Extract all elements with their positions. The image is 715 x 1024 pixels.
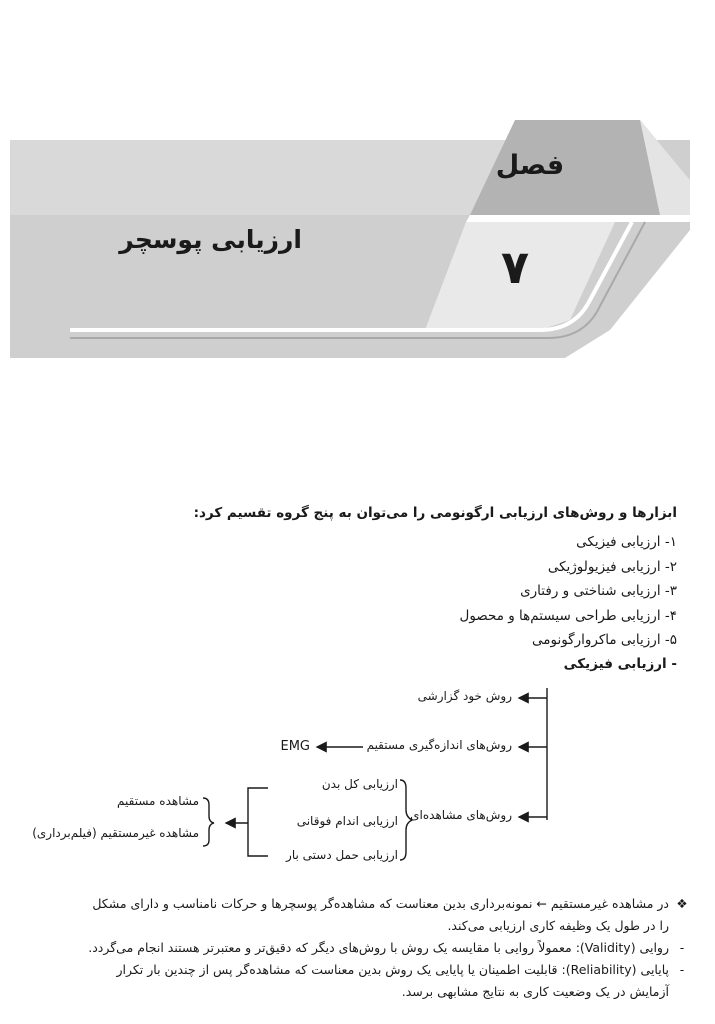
section-heading: - ارزیابی فیزیکی <box>563 656 677 672</box>
intro-paragraph: ابزارها و روش‌های ارزیابی ارگونومی را می‌توان به پنج گروه تقسیم کرد: <box>193 505 677 521</box>
note-validity <box>21 937 691 959</box>
branch-self-report: روش خود گزارشی <box>417 689 512 703</box>
observation-type: مشاهده مستقیم <box>117 794 199 808</box>
note-reliability <box>21 959 691 1003</box>
banner-graphic <box>0 0 715 380</box>
list-item: ۴- ارزیابی طراحی سیستم‌ها و محصول <box>459 607 677 624</box>
note-line: در مشاهده غیرمستقیم ← نمونه‌برداری بدین معناست که مشاهده‌گر پوسچرها و حرکات نامناسب و دارای مشکل <box>92 896 669 911</box>
observational-item: ارزیابی حمل دستی بار <box>286 848 398 862</box>
dash-bullet: - <box>679 940 685 955</box>
diamond-bullet-icon: ❖ <box>676 896 688 911</box>
observational-item: ارزیابی کل بدن <box>321 777 398 791</box>
observation-types-brace <box>203 798 214 846</box>
chapter-label: فصل <box>495 150 565 181</box>
branch-direct-measurement: روش‌های اندازه‌گیری مستقیم <box>366 738 512 752</box>
note-line: آزمایش در یک وضعیت کاری به نتایج مشابهی برسد. <box>401 984 669 999</box>
note-indirect-observation <box>21 893 691 937</box>
chapter-title: ارزیابی پوسچر <box>119 225 302 254</box>
notes-section <box>21 893 691 1003</box>
list-item: ۱- ارزیابی فیزیکی <box>576 534 677 550</box>
items-bracket <box>248 788 268 856</box>
category-list <box>277 530 677 653</box>
note-line: پایایی (Reliability): قابلیت اطمینان یا پایایی یک روش بدین معناست که مشاهده‌گر پس از چندین بار تکرار <box>116 962 669 977</box>
chapter-number: ۷ <box>500 240 530 294</box>
list-item: ۳- ارزیابی شناختی و رفتاری <box>520 583 677 599</box>
physical-assessment-diagram <box>0 680 715 880</box>
dash-bullet: - <box>679 962 685 977</box>
banner-separator <box>466 215 690 222</box>
note-line: را در طول یک وظیفه کاری ارزیابی می‌کند. <box>447 918 669 933</box>
chapter-banner <box>0 0 715 380</box>
emg-label: EMG <box>280 739 310 754</box>
observation-type: مشاهده غیرمستقیم (فیلم‌برداری) <box>32 826 199 840</box>
note-line: روایی (Validity): معمولاً روایی با مقایسه یک روش با روش‌های دیگر که دقیق‌تر و معتبرتر هستند انجام می‌گردد. <box>88 940 669 955</box>
branch-observational: روش‌های مشاهده‌ای <box>410 808 512 822</box>
list-item: ۵- ارزیابی ماکروارگونومی <box>531 632 677 648</box>
observational-item: ارزیابی اندام فوقانی <box>296 814 398 828</box>
list-item: ۲- ارزیابی فیزیولوژیکی <box>547 558 677 575</box>
